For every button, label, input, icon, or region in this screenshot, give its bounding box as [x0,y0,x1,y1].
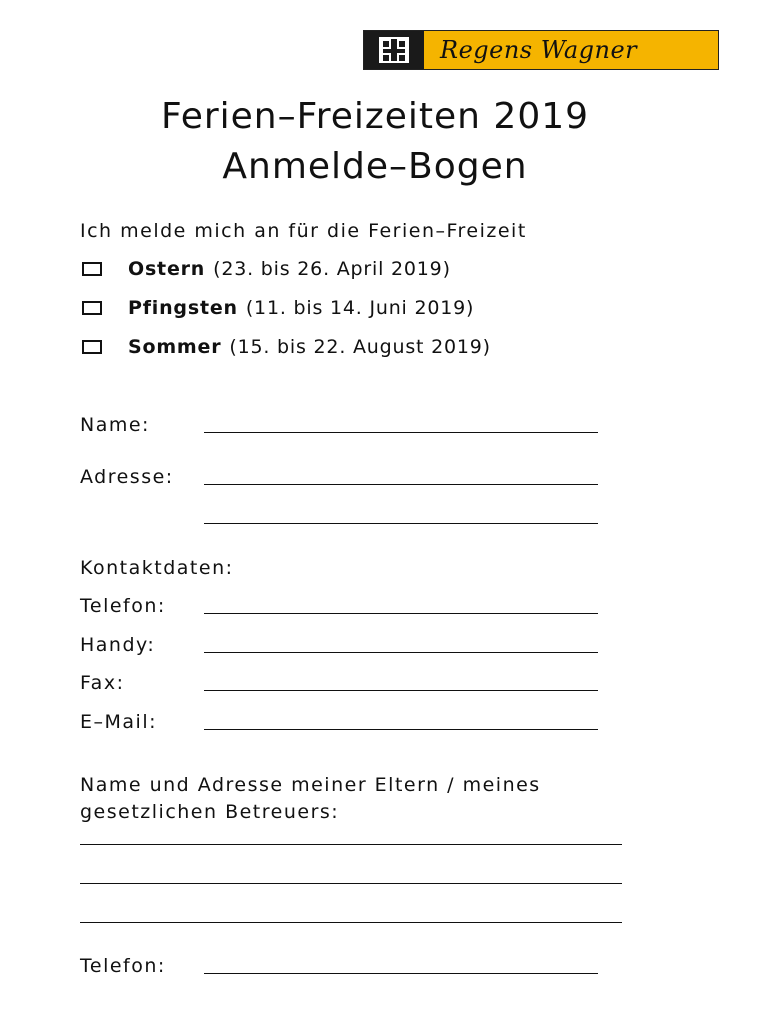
form-subtitle: Anmelde–Bogen [222,146,528,187]
option-sommer[interactable] [82,334,491,360]
parents-phone-field[interactable] [204,973,598,974]
parents-heading-line-2: gesetzlichen Betreuers: [80,801,340,823]
address-label: Adresse: [80,466,174,488]
mobile-field[interactable] [204,652,598,653]
option-label: Sommer [128,336,222,358]
phone-field[interactable] [204,613,598,614]
fax-label: Fax: [80,672,125,694]
email-label: E–Mail: [80,711,157,733]
checkbox-pfingsten[interactable] [82,301,102,315]
parents-heading [80,772,680,826]
mobile-label: Handy: [80,634,156,656]
option-dates: (23. bis 26. April 2019) [213,258,451,280]
name-label: Name: [80,414,150,436]
email-field[interactable] [204,729,598,730]
option-dates: (11. bis 14. Juni 2019) [245,297,475,319]
option-dates: (15. bis 22. August 2019) [229,336,491,358]
option-pfingsten[interactable] [82,295,474,321]
option-label: Ostern [128,258,206,280]
form-title: Ferien–Freizeiten 2019 [160,96,590,137]
address-field-line-2[interactable] [204,523,598,524]
address-field-line-1[interactable] [204,484,598,485]
parents-field-line-3[interactable] [80,922,622,923]
regens-wagner-emblem-icon [364,31,424,69]
name-field[interactable] [204,432,598,433]
parents-heading-line-1: Name und Adresse meiner Eltern / meines [80,774,541,796]
intro-text: Ich melde mich an für die Ferien–Freizeit [80,220,527,242]
phone-label: Telefon: [80,595,166,617]
checkbox-sommer[interactable] [82,340,102,354]
parents-field-line-2[interactable] [80,883,622,884]
contact-heading: Kontaktdaten: [80,557,234,579]
parents-field-line-1[interactable] [80,844,622,845]
regens-wagner-logo [363,30,719,70]
fax-field[interactable] [204,690,598,691]
option-ostern[interactable] [82,256,451,282]
parents-phone-label: Telefon: [80,955,166,977]
logo-text: Regens Wagner [424,31,718,69]
option-label: Pfingsten [128,297,238,319]
checkbox-ostern[interactable] [82,262,102,276]
